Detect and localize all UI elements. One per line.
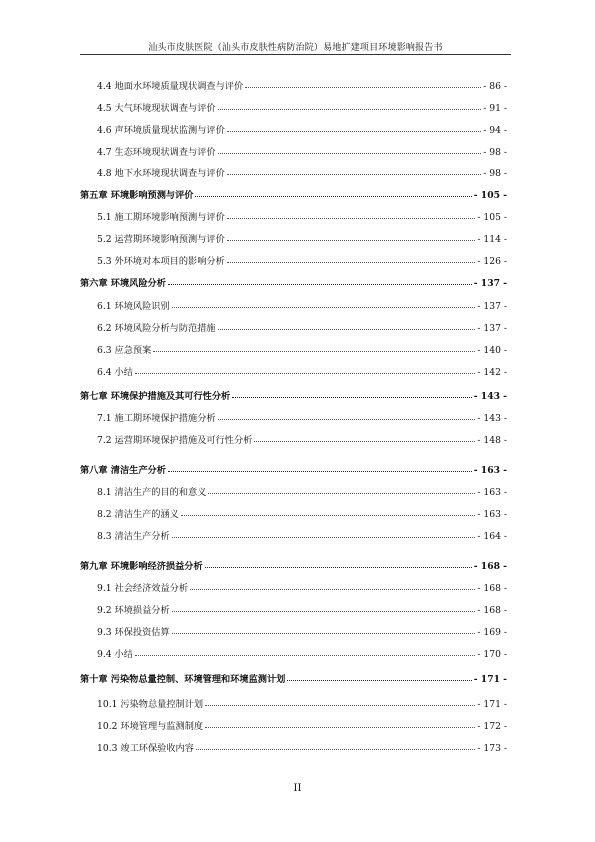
dot-leader (245, 81, 481, 88)
dot-leader (168, 278, 472, 285)
dot-leader (181, 509, 476, 516)
toc-entry-title: 4.4 地面水环境质量现状调查与评价 (97, 81, 244, 92)
dot-leader (168, 465, 472, 472)
dot-leader (172, 627, 476, 634)
toc-section-entry[interactable] (97, 209, 507, 223)
toc-page-number: - 168 - (477, 583, 507, 594)
toc-section-entry[interactable] (97, 122, 507, 136)
toc-page-number: - 171 - (477, 699, 507, 710)
toc-chapter-entry[interactable] (80, 187, 507, 201)
toc-page-number: - 163 - (477, 509, 507, 520)
toc-page-number: - 98 - (483, 168, 507, 179)
toc-section-entry[interactable] (97, 624, 507, 638)
dot-leader (227, 168, 481, 175)
toc-entry-title: 8.2 清洁生产的涵义 (97, 509, 179, 520)
toc-entry-title: 10.1 污染物总量控制计划 (97, 699, 204, 710)
toc-page-number: - 164 - (477, 531, 507, 542)
toc-chapter-entry[interactable] (80, 462, 507, 476)
toc-section-entry[interactable] (97, 602, 507, 616)
toc-entry-title: 9.3 环保投资估算 (97, 627, 170, 638)
toc-page-number: - 170 - (477, 649, 507, 660)
dot-leader (218, 413, 476, 420)
toc-page-number: - 142 - (477, 367, 507, 378)
toc-entry-title: 6.2 环境风险分析与防范措施 (97, 323, 216, 334)
toc-entry-title: 5.3 外环境对本项目的影响分析 (97, 256, 225, 267)
toc-entry-title: 4.7 生态环境现状调查与评价 (97, 147, 216, 158)
toc-entry-title: 10.2 环境管理与监测制度 (97, 721, 204, 732)
toc-entry-title: 7.2 运营期环境保护措施及可行性分析 (97, 435, 253, 446)
toc-page-number: - 148 - (477, 435, 507, 446)
toc-page-number: - 86 - (483, 81, 507, 92)
dot-leader (195, 190, 471, 197)
dot-leader (227, 212, 476, 219)
toc-page-number: - 172 - (477, 721, 507, 732)
dot-leader (227, 256, 476, 263)
toc-entry-title: 4.8 地下水环境现状调查与评价 (97, 168, 225, 179)
dot-leader (218, 147, 482, 154)
dot-leader (135, 649, 475, 656)
toc-chapter-entry[interactable] (80, 388, 507, 402)
toc-page-number: - 105 - (477, 212, 507, 223)
toc-page-number: - 168 - (477, 605, 507, 616)
toc-page-number: - 126 - (477, 256, 507, 267)
running-header: 汕头市皮肤医院（汕头市皮肤性病防治院）易地扩建项目环境影响报告书 (148, 43, 443, 53)
toc-entry-title: 4.6 声环境质量现状监测与评价 (97, 125, 225, 136)
dot-leader (232, 391, 472, 398)
toc-section-entry[interactable] (97, 100, 507, 114)
toc-section-entry[interactable] (97, 410, 507, 424)
toc-entry-title: 4.5 大气环境现状调查与评价 (97, 103, 216, 114)
dot-leader (254, 435, 475, 442)
toc-entry-title: 第六章 环境风险分析 (80, 278, 166, 289)
toc-page-number: - 94 - (483, 125, 507, 136)
toc-page-number: - 137 - (477, 323, 507, 334)
dot-leader (227, 125, 481, 132)
dot-leader (218, 103, 482, 110)
toc-section-entry[interactable] (97, 231, 507, 245)
toc-entry-title: 6.4 小结 (97, 367, 133, 378)
toc-page-number: - 163 - (477, 487, 507, 498)
toc-entry-title: 第九章 环境影响经济损益分析 (80, 561, 203, 572)
toc-entry-title: 10.3 竣工环保验收内容 (97, 743, 194, 754)
dot-leader (196, 743, 476, 750)
dot-leader (287, 674, 471, 681)
toc-entry-title: 第十章 污染物总量控制、环境管理和环境监测计划 (80, 674, 286, 685)
toc-section-entry[interactable] (97, 364, 507, 378)
toc-page-number: - 140 - (477, 345, 507, 356)
toc-page-number: - 143 - (473, 391, 507, 402)
toc-entry-title: 第七章 环境保护措施及其可行性分析 (80, 391, 231, 402)
toc-section-entry[interactable] (97, 253, 507, 267)
toc-chapter-entry[interactable] (80, 671, 507, 685)
toc-section-entry[interactable] (97, 718, 507, 732)
toc-section-entry[interactable] (97, 646, 507, 660)
toc-page-number: - 169 - (477, 627, 507, 638)
dot-leader (135, 367, 475, 374)
toc-section-entry[interactable] (97, 506, 507, 520)
dot-leader (205, 561, 472, 568)
toc-entry-title: 7.1 施工期环境保护措施分析 (97, 413, 216, 424)
toc-entry-title: 5.2 运营期环境影响预测与评价 (97, 234, 225, 245)
toc-section-entry[interactable] (97, 165, 507, 179)
toc-page-number: - 137 - (477, 301, 507, 312)
toc-section-entry[interactable] (97, 528, 507, 542)
dot-leader (190, 583, 475, 590)
toc-page-number: - 173 - (477, 743, 507, 754)
toc-section-entry[interactable] (97, 320, 507, 334)
dot-leader (172, 531, 476, 538)
toc-page-number: - 137 - (473, 278, 507, 289)
toc-page-number: - 168 - (473, 561, 507, 572)
dot-leader (227, 234, 476, 241)
dot-leader (172, 301, 476, 308)
toc-section-entry[interactable] (97, 484, 507, 498)
dot-leader (153, 345, 475, 352)
dot-leader (172, 605, 476, 612)
toc-section-entry[interactable] (97, 740, 507, 754)
toc-entry-title: 9.2 环境损益分析 (97, 605, 170, 616)
toc-entry-title: 8.3 清洁生产分析 (97, 531, 170, 542)
toc-section-entry[interactable] (97, 144, 507, 158)
toc-page-number: - 98 - (483, 147, 507, 158)
toc-entry-title: 6.3 应急预案 (97, 345, 152, 356)
header-divider (80, 54, 511, 55)
toc-section-entry[interactable] (97, 696, 507, 710)
dot-leader (218, 323, 476, 330)
toc-section-entry[interactable] (97, 298, 507, 312)
toc-page-number: - 105 - (473, 190, 507, 201)
toc-section-entry[interactable] (97, 580, 507, 594)
page-number: II (293, 783, 302, 794)
dot-leader (208, 487, 475, 494)
dot-leader (205, 721, 475, 728)
toc-entry-title: 9.4 小结 (97, 649, 133, 660)
toc-chapter-entry[interactable] (80, 275, 507, 289)
toc-page-number: - 114 - (477, 234, 507, 245)
toc-page-number: - 91 - (483, 103, 507, 114)
toc-section-entry[interactable] (97, 342, 507, 356)
dot-leader (205, 699, 475, 706)
toc-entry-title: 第八章 清洁生产分析 (80, 465, 166, 476)
toc-page-number: - 171 - (473, 674, 507, 685)
toc-section-entry[interactable] (97, 78, 507, 92)
toc-page-number: - 163 - (473, 465, 507, 476)
toc-entry-title: 第五章 环境影响预测与评价 (80, 190, 194, 201)
toc-section-entry[interactable] (97, 432, 507, 446)
toc-entry-title: 8.1 清洁生产的目的和意义 (97, 487, 207, 498)
toc-page-number: - 143 - (477, 413, 507, 424)
toc-entry-title: 5.1 施工期环境影响预测与评价 (97, 212, 225, 223)
toc-chapter-entry[interactable] (80, 558, 507, 572)
toc-entry-title: 6.1 环境风险识别 (97, 301, 170, 312)
toc-entry-title: 9.1 社会经济效益分析 (97, 583, 189, 594)
